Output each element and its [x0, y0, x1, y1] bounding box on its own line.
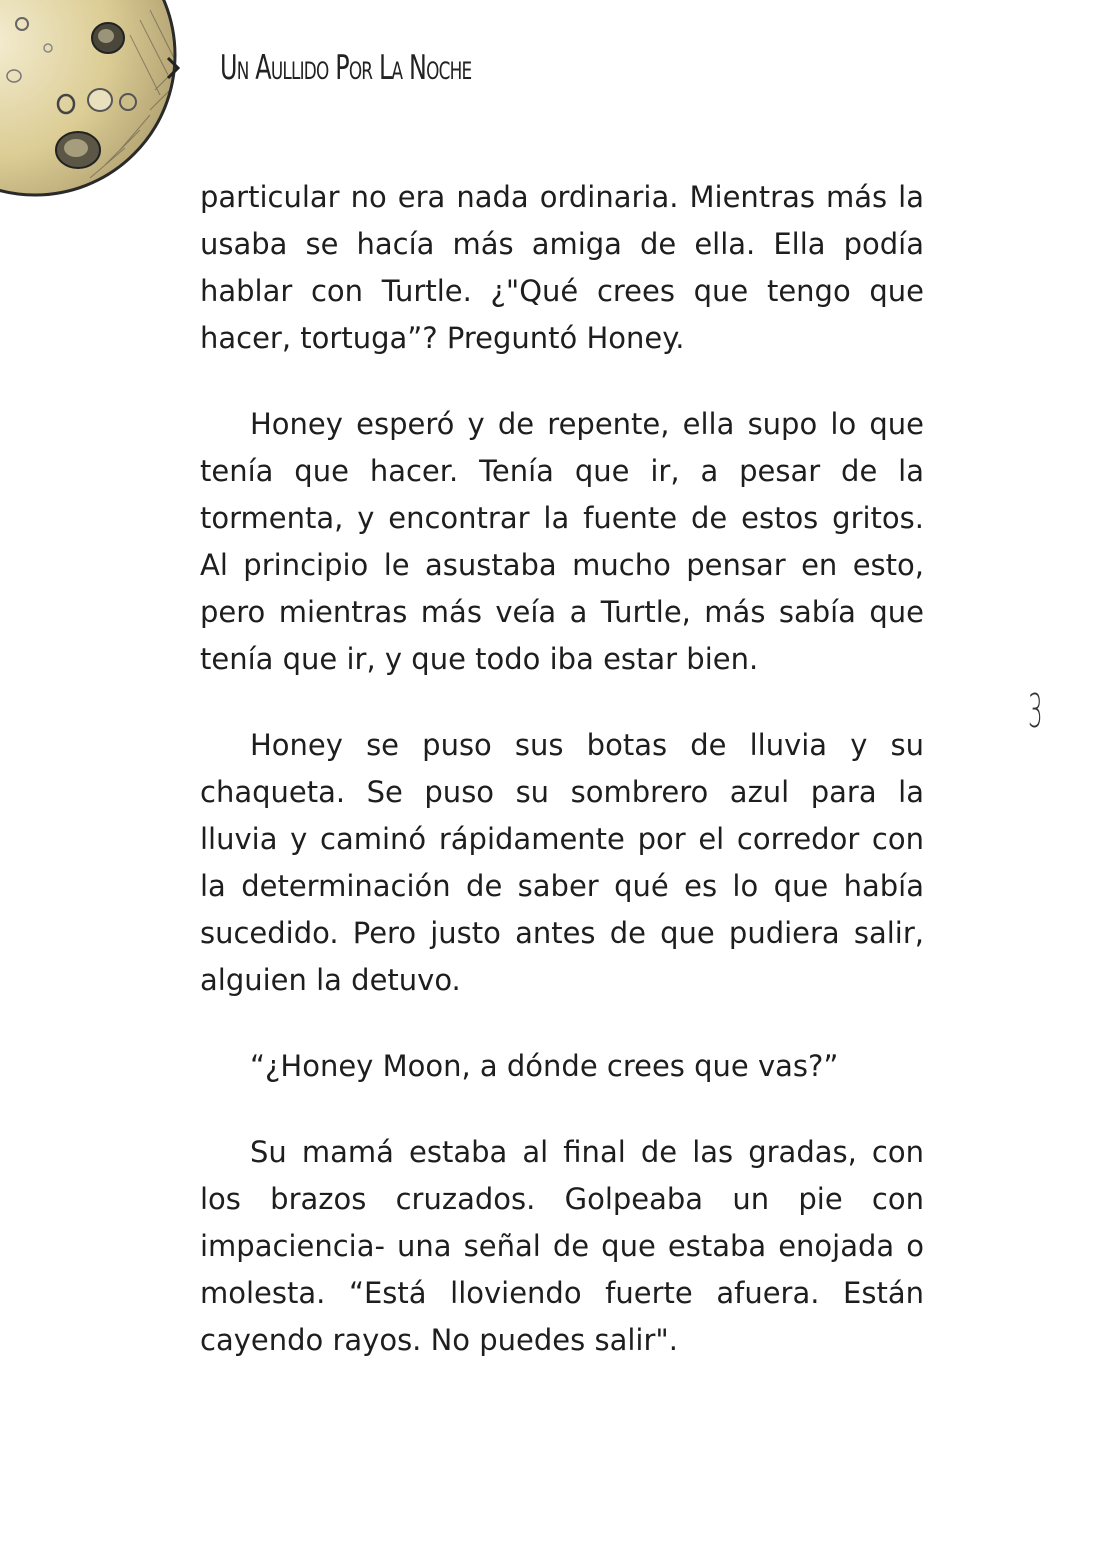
paragraph: “¿Honey Moon, a dónde crees que vas?”	[250, 1049, 839, 1083]
moon-illustration-icon	[0, 0, 180, 200]
paragraph: Su mamá estaba al final de las gradas, con los brazos cruzados. Golpeaba un pie con impaciencia- una señal de que estaba enojada o molesta. “Está lloviendo fuerte afuera. Están cayendo rayos. No puedes salir".	[200, 1135, 924, 1357]
page-number: 3	[1028, 684, 1043, 738]
paragraph: Honey se puso sus botas de lluvia y su chaqueta. Se puso su sombrero azul para la lluvia y caminó rápidamente por el corredor con la determinación de saber qué es lo que había sucedido. Pero justo antes de que pudiera salir, alguien la detuvo.	[200, 728, 924, 997]
running-title: Un Aullido Por La Noche	[220, 48, 472, 88]
body-text	[200, 174, 924, 1403]
paragraph: Honey esperó y de repente, ella supo lo que tenía que hacer. Tenía que ir, a pesar de la tormenta, y encontrar la fuente de estos gritos. Al principio le asustaba mucho pensar en esto, pero mientras más veía a Turtle, más sabía que tenía que ir, y que todo iba estar bien.	[200, 407, 924, 676]
paragraph: particular no era nada ordinaria. Mientras más la usaba se hacía más amiga de ella. Ella podía hablar con Turtle. ¿"Qué crees que tengo que hacer, tortuga”? Preguntó Honey.	[200, 180, 924, 355]
